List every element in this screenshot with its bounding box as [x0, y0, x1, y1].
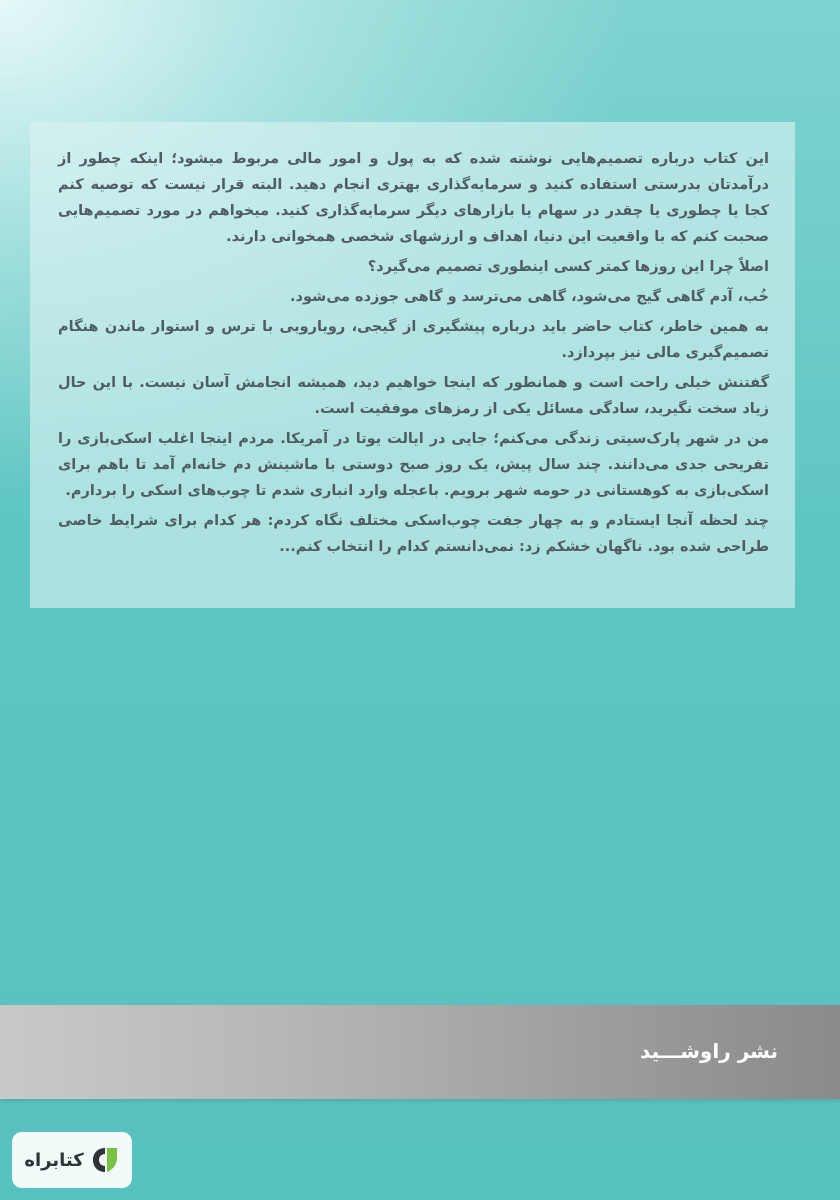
paragraph: این کتاب درباره تصمیم‌هایی نوشته شده که به پول و امور مالی مربوط میشود؛ اینکه چطور از درآمدتان بدرستی استفاده کنید و سرمایه‌گذاری بهتری انجام دهید. البته قرار نیست که توصیه کنم کجا یا چطوری یا چقدر در سهام یا بازارهای دیگر سرمایه‌گذاری کنید. میخواهم در مورد تصمیم‌هایی صحبت کنم که با واقعیت این دنیا، اهداف و ارزشهای شخصی همخوانی دارند.	[58, 151, 769, 245]
paragraph: چند لحظه آنجا ایستادم و به چهار جفت چوب‌اسکی مختلف نگاه کردم: هر کدام برای شرایط خاصی طراحی شده بود. ناگهان خشکم زد: نمی‌دانستم کدام را انتخاب کنم...	[58, 513, 769, 555]
paragraph: به همین خاطر، کتاب حاضر باید درباره پیشگیری از گیجی، رویارویی با ترس و استوار ماندن هنگام تصمیم‌گیری مالی نیز بپردازد.	[58, 319, 769, 361]
ketabrah-logo-icon	[90, 1145, 120, 1175]
ketabrah-logo-text: کتابراه	[24, 1149, 84, 1171]
ketabrah-logo-badge[interactable]	[12, 1132, 132, 1188]
paragraph: من در شهر پارک‌سیتی زندگی می‌کنم؛ جایی در ایالت یوتا در آمریکا. مردم اینجا اغلب اسکی‌بازی را تفریحی جدی می‌دانند. چند سال پیش، یک روز صبح دوستی با ماشینش دم خانه‌ام آمد تا باهم برای اسکی‌بازی به کوهستانی در حومه شهر برویم. باعجله وارد انباری شدم تا چوب‌های اسکی را بردارم.	[58, 431, 769, 499]
paragraph: اصلاً چرا این روزها کمتر کسی اینطوری تصمیم می‌گیرد؟	[367, 259, 769, 275]
description-panel	[30, 122, 795, 608]
publisher-name: نشر راوشـــید	[640, 1039, 778, 1063]
publisher-bar	[0, 1005, 840, 1099]
paragraph: گفتنش خیلی راحت است و همانطور که اینجا خواهیم دید، همیشه انجامش آسان نیست. با این حال زیاد سخت نگیرید، سادگی مسائل یکی از رمزهای موفقیت است.	[58, 375, 769, 417]
paragraph: خُب، آدم گاهی گیج می‌شود، گاهی می‌ترسد و گاهی جوزده می‌شود.	[290, 289, 769, 305]
